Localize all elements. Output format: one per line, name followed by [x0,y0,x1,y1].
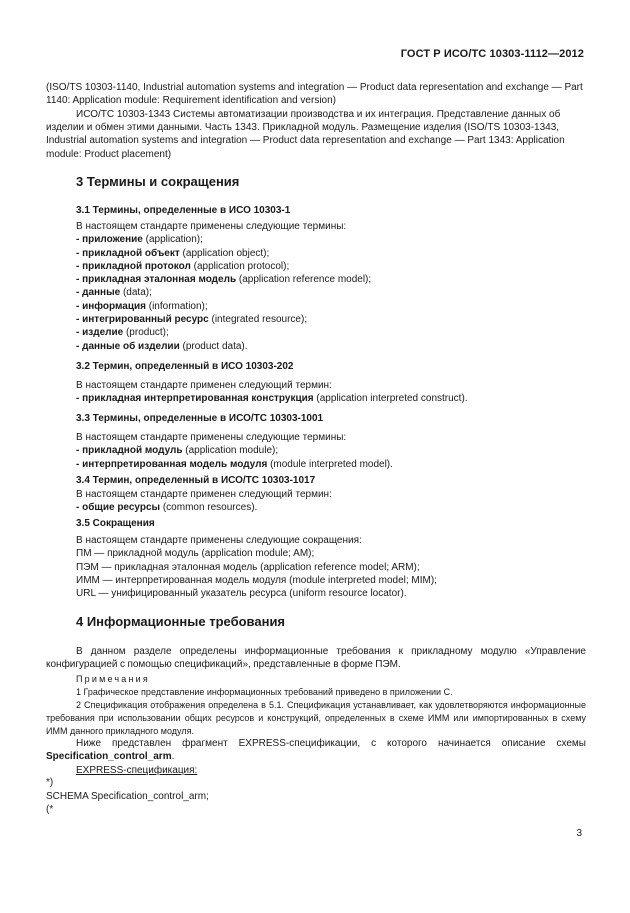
paragraph-2-end: . [171,751,175,763]
code-line: SCHEMA Specification_control_arm; [46,791,209,802]
term-english: (common resources). [160,502,258,514]
term-line [76,458,588,471]
subsection-3-2-intro: В настоящем стандарте применен следующий термин: [76,380,332,391]
term-english: (application interpreted construct). [313,393,468,405]
term-line [76,273,588,286]
reference-paragraph-1140: (ISO/TS 10303-1140, Industrial automation systems and integration — Product data representation and exchange — Part 1140: Application module: Requirement identification and version) [46,82,583,107]
subsection-3-5-body [76,534,588,600]
notes-label: Примечания [76,674,150,684]
term-line [76,444,588,457]
term-name: - прикладная эталонная модель [76,274,237,286]
term-name: - прикладной модуль [76,445,183,457]
term-line [76,233,588,246]
section-4-paragraph-1: В данном разделе определены информационные требования к прикладному модулю «Управление конфигурацией с помощью спецификаций», представленные в форме ПЭМ. [46,646,586,671]
express-label [76,764,588,777]
term-english: (application reference model); [236,274,372,286]
reference-paragraph-1343: ИСО/ТС 10303-1343 Системы автоматизации производства и их интеграция. Представление данных об изделии и обмен этими данными. Часть 1343. Прикладной модуль. Размещение изделия (ISO/TS 10303-1343, Industrial automation systems and integration — Product data representation and exchange — Part 1343: Application module: Product placement) [46,109,565,160]
term-name: - приложение [76,234,143,246]
term-line [76,501,588,514]
section-4-paragraph-2 [46,737,586,763]
abbreviation-item: ИММ — интерпретированная модель модуля (module interpreted model; MIM); [76,574,437,586]
term-line [76,392,588,405]
term-line [76,326,588,339]
term-name: - прикладной объект [76,247,180,259]
document-code-header: ГОСТ Р ИСО/ТС 10303-1112—2012 [400,48,584,60]
subsection-3-1-intro: В настоящем стандарте применены следующие термины: [76,221,347,232]
term-line [76,247,588,260]
term-name: - данные об изделии [76,340,180,352]
term-name: - прикладной протокол [76,260,191,272]
schema-name: Specification_control_arm [46,751,172,763]
term-name: - прикладная интерпретированная конструкция [76,393,314,405]
abbreviation-item: URL — унифицированный указатель ресурса (uniform resource locator). [76,588,407,600]
term-line [76,340,588,353]
term-line [76,286,588,299]
term-english: (application protocol); [190,260,290,272]
term-line [76,260,588,273]
term-name: - данные [76,287,121,299]
term-line [76,313,588,326]
subsection-3-5-title: 3.5 Сокращения [76,518,155,529]
subsection-3-1-body [76,220,588,353]
term-name: - интерпретированная модель модуля [76,458,268,470]
paragraph-2-lead: Ниже представлен фрагмент EXPRESS-спецификации, с которого начинается описание схемы [76,738,586,749]
abbreviation-item: ПЭМ — прикладная эталонная модель (application reference model; ARM); [76,561,420,573]
subsection-3-2-title: 3.2 Термин, определенный в ИСО 10303-202 [76,361,294,372]
term-english: (information); [145,300,208,312]
subsection-3-3-title: 3.3 Термины, определенные в ИСО/ТС 10303-1001 [76,413,324,424]
code-line: (* [46,804,54,815]
subsection-3-2-body [76,379,588,406]
term-name: - информация [76,300,146,312]
code-line: *) [46,777,54,788]
term-english: (application object); [179,247,270,259]
note-2: 2 Спецификация отображения определена в 5.1. Спецификация устанавливает, как удовлетворяются информационные требования при использовании общих ресурсов и конструкций, определенных в схеме ИММ или импортированных в схему ИММ данного прикладного модуля. [46,700,586,736]
section-4-title: 4 Информационные требования [76,614,286,629]
subsection-3-4-intro: В настоящем стандарте применен следующий термин: [76,489,332,500]
page-number: 3 [576,828,582,839]
term-english: (integrated resource); [208,314,308,326]
section-3-title: 3 Термины и сокращения [76,174,240,189]
express-label-text: EXPRESS-спецификация: [76,765,198,776]
subsection-3-3-body [76,431,588,471]
term-english: (application); [142,234,203,246]
subsection-3-5-intro: В настоящем стандарте применены следующие сокращения: [76,535,362,546]
term-english: (product data). [179,340,248,352]
subsection-3-4-body [76,488,588,515]
term-name: - общие ресурсы [76,502,161,514]
subsection-3-4-title: 3.4 Термин, определенный в ИСО/ТС 10303-1017 [76,475,316,486]
term-english: (data); [120,287,152,299]
term-line [76,300,588,313]
subsection-3-3-intro: В настоящем стандарте применены следующие термины: [76,432,347,443]
term-english: (product); [123,327,169,339]
term-english: (module interpreted model). [267,458,393,470]
abbreviation-item: ПМ — прикладной модуль (application module; AM); [76,548,315,560]
note-1: 1 Графическое представление информационных требований приведено в приложении С. [76,687,453,697]
term-name: - интегрированный ресурс [76,314,209,326]
term-english: (application module); [182,445,279,457]
term-name: - изделие [76,327,124,339]
subsection-3-1-title: 3.1 Термины, определенные в ИСО 10303-1 [76,205,291,216]
